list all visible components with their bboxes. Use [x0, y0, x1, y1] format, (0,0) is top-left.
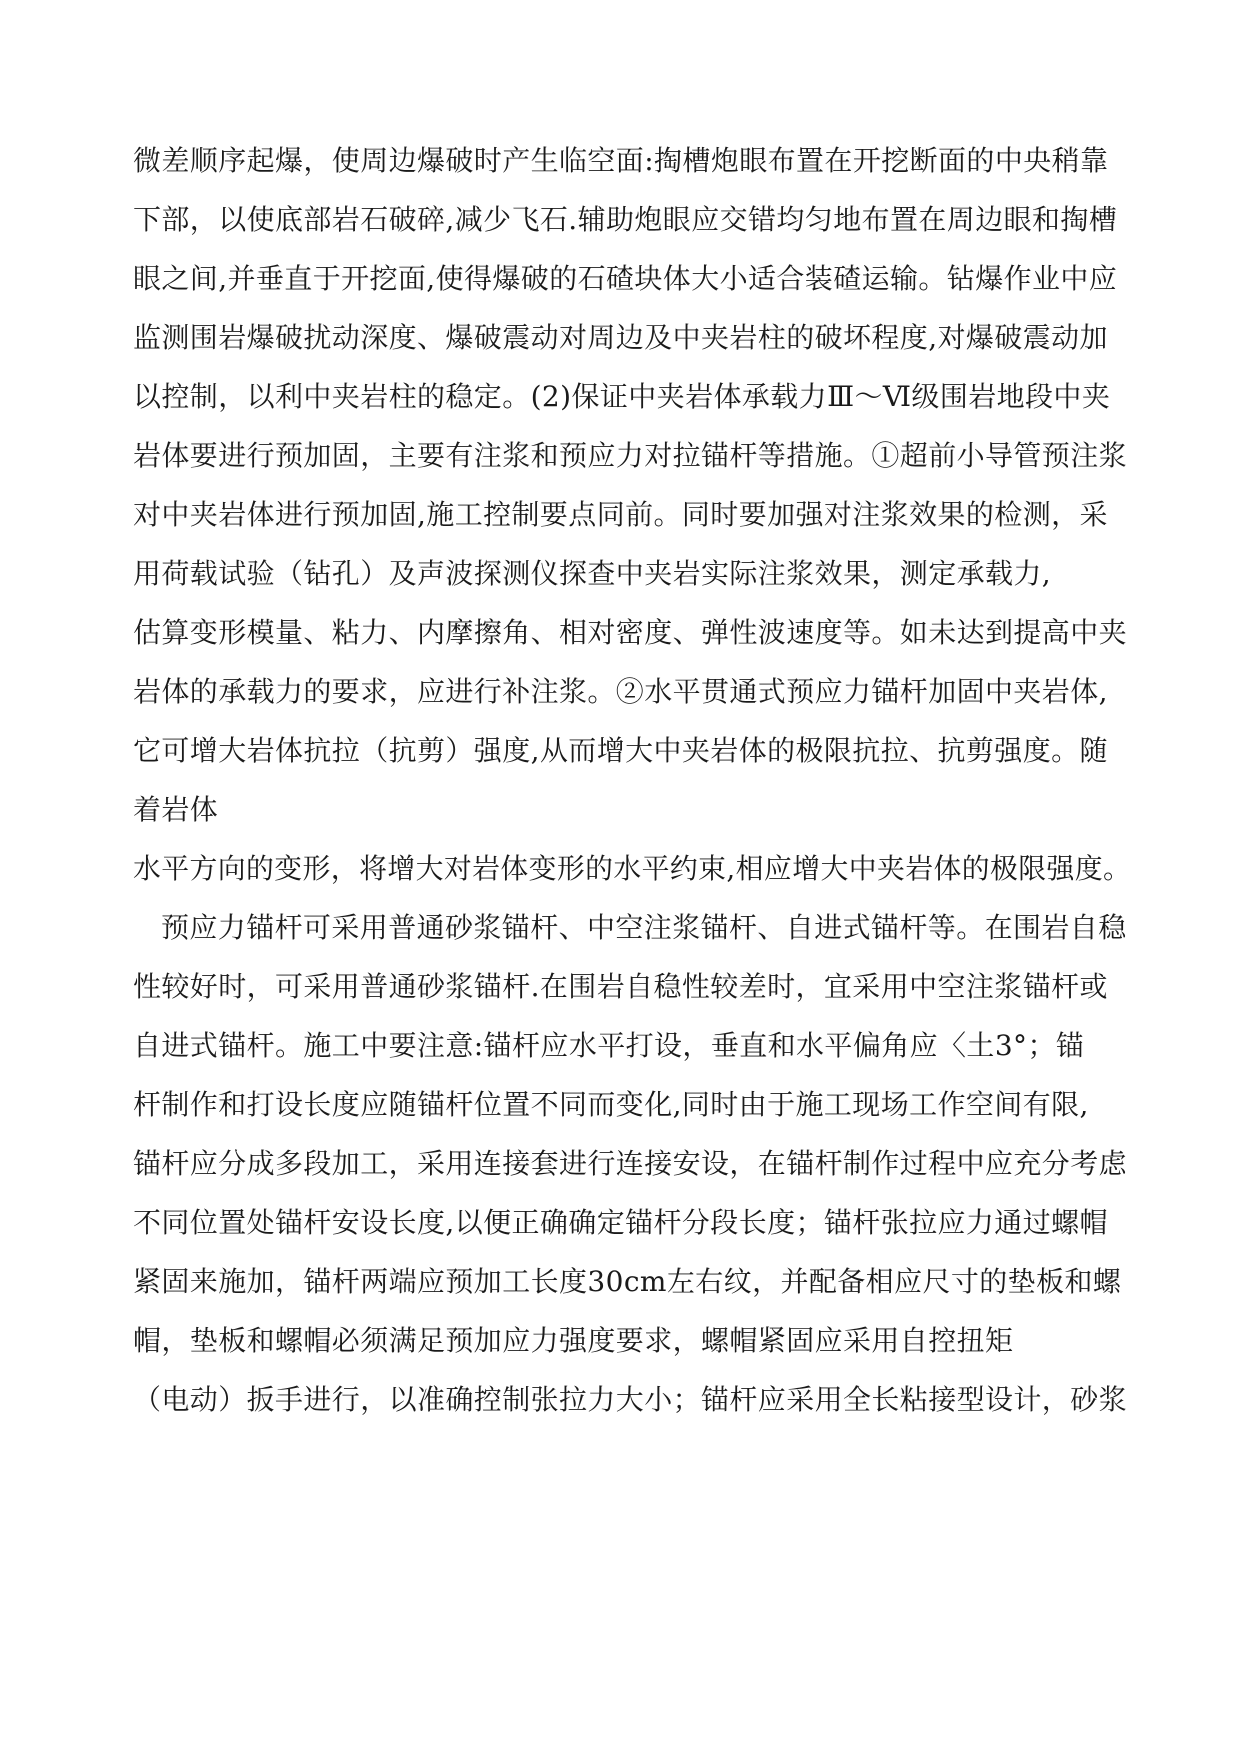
text-line-21: 帽，垫板和螺帽必须满足预加应力强度要求，螺帽紧固应采用自控扭矩	[133, 1324, 1014, 1357]
text-line-6: 岩体要进行预加固，主要有注浆和预应力对拉锚杆等措施。①超前小导管预注浆	[133, 439, 1128, 472]
text-line-13: 水平方向的变形，将增大对岩体变形的水平约束,相应增大中夹岩体的极限强度。	[133, 852, 1132, 885]
text-line-8: 用荷载试验（钻孔）及声波探测仪探查中夹岩实际注浆效果，测定承载力,	[133, 557, 1052, 590]
text-line-22: （电动）扳手进行，以准确控制张拉力大小；锚杆应采用全长粘接型设计，砂浆	[133, 1383, 1128, 1416]
text-line-18: 锚杆应分成多段加工，采用连接套进行连接安设，在锚杆制作过程中应充分考虑	[133, 1147, 1128, 1180]
text-line-11: 它可增大岩体抗拉（抗剪）强度,从而增大中夹岩体的极限抗拉、抗剪强度。随	[133, 734, 1108, 767]
text-line-17: 杆制作和打设长度应随锚杆位置不同而变化,同时由于施工现场工作空间有限,	[133, 1088, 1089, 1121]
text-line-14: 预应力锚杆可采用普通砂浆锚杆、中空注浆锚杆、自进式锚杆等。在围岩自稳	[161, 911, 1127, 944]
text-line-20: 紧固来施加，锚杆两端应预加工长度30cm左右纹，并配备相应尺寸的垫板和螺	[133, 1265, 1122, 1298]
text-line-10: 岩体的承载力的要求，应进行补注浆。②水平贯通式预应力锚杆加固中夹岩体,	[133, 675, 1108, 708]
text-line-9: 估算变形模量、粘力、内摩擦角、相对密度、弹性波速度等。如未达到提高中夹	[133, 616, 1128, 649]
text-line-7: 对中夹岩体进行预加固,施工控制要点同前。同时要加强对注浆效果的检测，采	[133, 498, 1108, 531]
text-line-16: 自进式锚杆。施工中要注意:锚杆应水平打设，垂直和水平偏角应〈土3°；锚	[133, 1029, 1085, 1062]
text-line-4: 监测围岩爆破扰动深度、爆破震动对周边及中夹岩柱的破坏程度,对爆破震动加	[133, 321, 1108, 354]
text-line-15: 性较好时，可采用普通砂浆锚杆.在围岩自稳性较差时，宜采用中空注浆锚杆或	[133, 970, 1108, 1003]
text-line-12: 着岩体	[133, 793, 219, 826]
text-line-2: 下部，以使底部岩石破碎,减少飞石.辅助炮眼应交错均匀地布置在周边眼和掏槽	[133, 203, 1118, 236]
text-line-19: 不同位置处锚杆安设长度,以便正确确定锚杆分段长度；锚杆张拉应力通过螺帽	[133, 1206, 1108, 1239]
text-line-3: 眼之间,并垂直于开挖面,使得爆破的石碴块体大小适合装碴运输。钻爆作业中应	[133, 262, 1118, 295]
text-line-1: 微差顺序起爆，使周边爆破时产生临空面:掏槽炮眼布置在开挖断面的中央稍靠	[133, 144, 1109, 177]
text-line-5: 以控制，以利中夹岩柱的稳定。(2)保证中夹岩体承载力Ⅲ～Ⅵ级围岩地段中夹	[133, 380, 1111, 413]
